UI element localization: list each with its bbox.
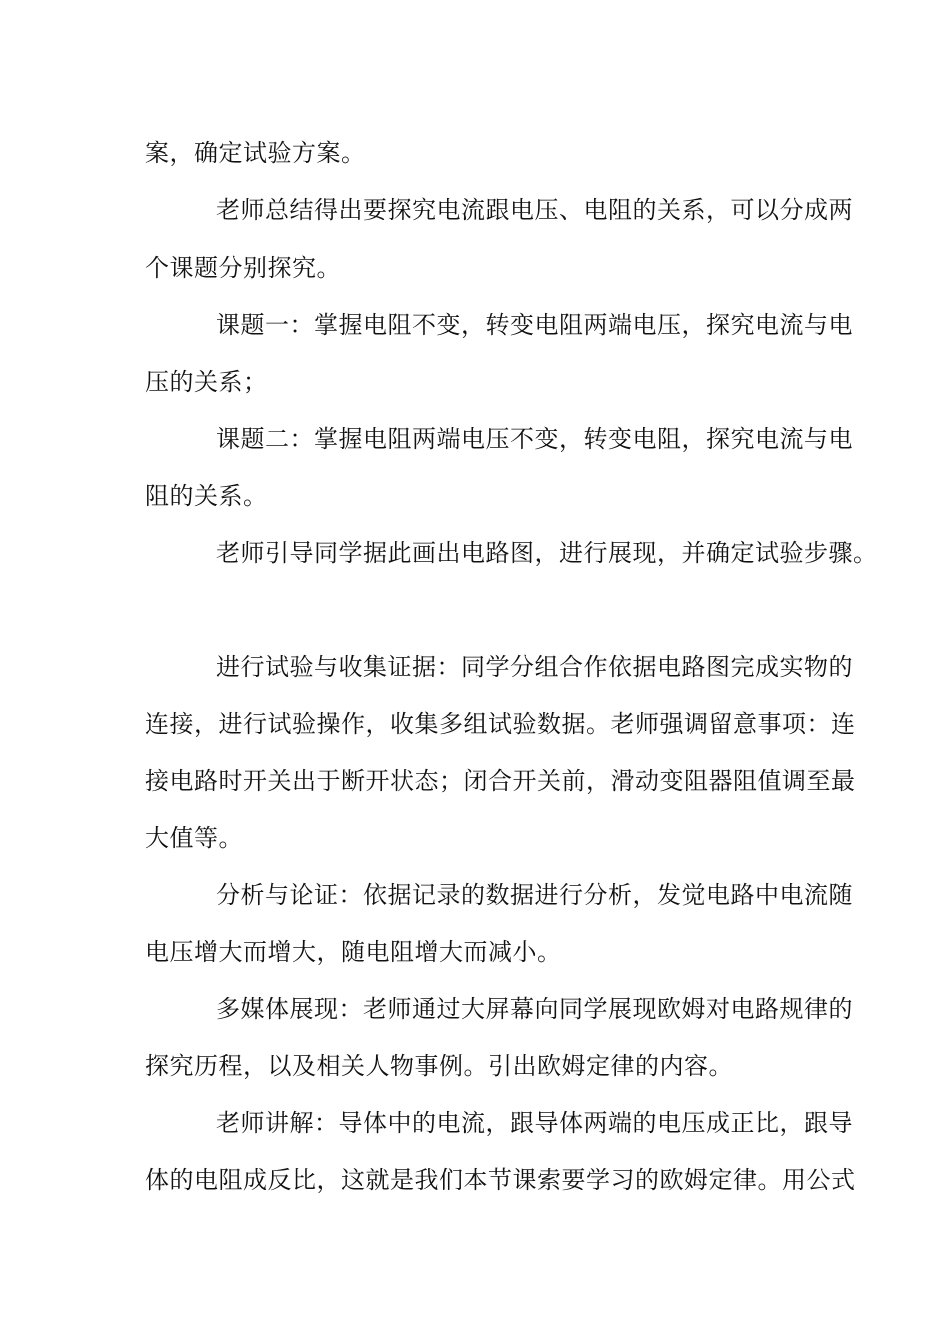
text-line: 体的电阻成反比，这就是我们本节课索要学习的欧姆定律。用公式 (145, 1166, 856, 1194)
text-line: 接电路时开关出于断开状态；闭合开关前，滑动变阻器阻值调至最 (145, 767, 856, 795)
text-line: 老师总结得出要探究电流跟电压、电阻的关系，可以分成两 (216, 196, 853, 224)
text-line: 进行试验与收集证据：同学分组合作依据电路图完成实物的 (216, 653, 853, 681)
text-line: 连接，进行试验操作，收集多组试验数据。老师强调留意事项：连 (145, 710, 856, 738)
text-line: 老师讲解：导体中的电流，跟导体两端的电压成正比，跟导 (216, 1109, 853, 1137)
text-line: 个课题分别探究。 (145, 254, 341, 282)
text-line: 探究历程，以及相关人物事例。引出欧姆定律的内容。 (145, 1052, 733, 1080)
text-line: 案，确定试验方案。 (145, 139, 366, 167)
text-line: 老师引导同学据此画出电路图，进行展现，并确定试验步骤。 (216, 539, 878, 567)
text-line: 电压增大而增大，随电阻增大而减小。 (145, 938, 562, 966)
text-line: 多媒体展现：老师通过大屏幕向同学展现欧姆对电路规律的 (216, 995, 853, 1023)
text-line: 分析与论证：依据记录的数据进行分析，发觉电路中电流随 (216, 881, 853, 909)
text-line: 课题二：掌握电阻两端电压不变，转变电阻，探究电流与电 (216, 425, 853, 453)
text-line: 大值等。 (145, 824, 243, 852)
text-line: 课题一：掌握电阻不变，转变电阻两端电压，探究电流与电 (216, 311, 853, 339)
text-line: 阻的关系。 (145, 482, 268, 510)
text-line: 压的关系； (145, 368, 268, 396)
